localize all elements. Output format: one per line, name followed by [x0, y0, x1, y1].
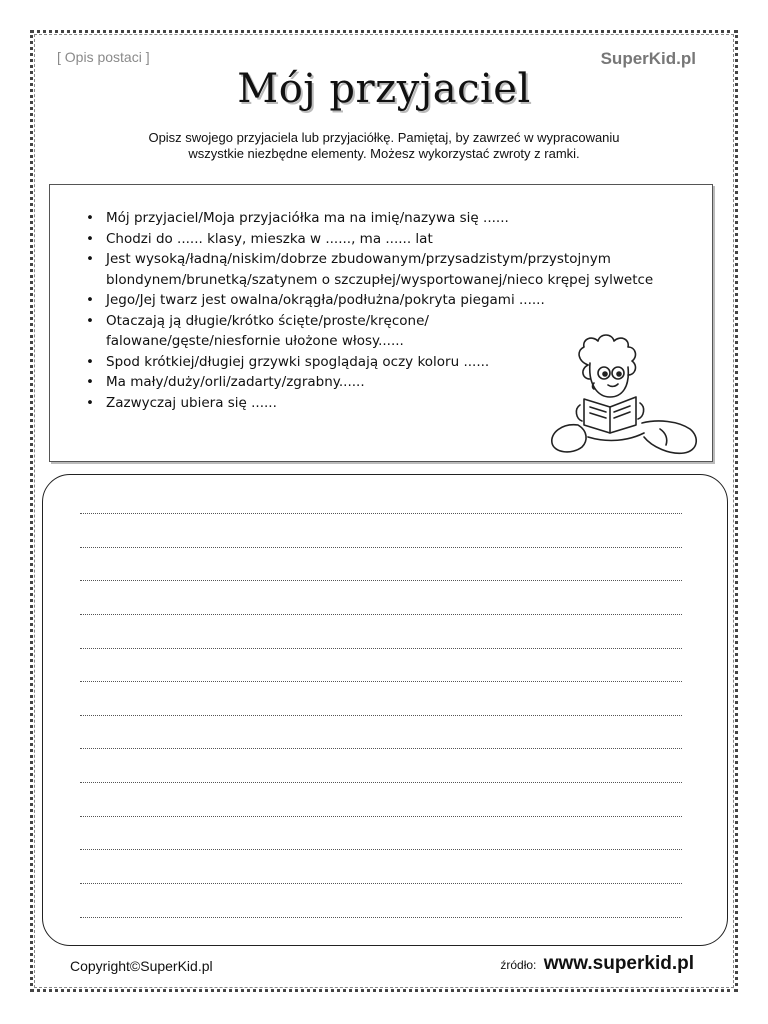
phrase-item: • Chodzi do ...... klasy, mieszka w ......, ma ...... lat [86, 229, 706, 250]
copyright-text: Copyright©SuperKid.pl [70, 958, 213, 974]
writing-line[interactable] [80, 513, 682, 514]
writing-line[interactable] [80, 614, 682, 615]
writing-line[interactable] [80, 681, 682, 682]
phrase-item: • Mój przyjaciel/Moja przyjaciółka ma na imię/nazywa się ...... [86, 208, 706, 229]
writing-line[interactable] [80, 547, 682, 548]
writing-area[interactable] [42, 474, 728, 946]
instructions [100, 130, 668, 162]
brand-label: SuperKid.pl [600, 49, 696, 68]
source-credit [500, 953, 694, 975]
reading-child-icon [548, 333, 704, 457]
phrase-item: • Zazwyczaj ubiera się ...... [86, 393, 706, 414]
instructions-line-2: wszystkie niezbędne elementy. Możesz wykorzystać zwroty z ramki. [188, 146, 580, 161]
instructions-line-1: Opisz swojego przyjaciela lub przyjaciółkę. Pamiętaj, by zawrzeć w wypracowaniu [148, 130, 620, 145]
phrase-item: • Ma mały/duży/orli/zadarty/zgrabny...... [86, 372, 706, 393]
phrase-item: • Jego/Jej twarz jest owalna/okrągła/podłużna/pokryta piegami ...... [86, 290, 706, 311]
source-label: źródło: [500, 958, 537, 972]
writing-line[interactable] [80, 648, 682, 649]
writing-line[interactable] [80, 782, 682, 783]
phrase-item: • Otaczają ją długie/krótko ścięte/proste/kręcone/ falowane/gęste/niesfornie ułożone włosy...... [86, 311, 506, 352]
writing-line[interactable] [80, 849, 682, 850]
phrase-item: • Spod krótkiej/długiej grzywki spoglądają oczy koloru ...... [86, 352, 706, 373]
writing-line[interactable] [80, 816, 682, 817]
writing-line[interactable] [80, 883, 682, 884]
writing-line[interactable] [80, 917, 682, 918]
writing-line[interactable] [80, 580, 682, 581]
page-title: Mój przyjaciel [237, 66, 531, 112]
phrase-item: • Jest wysoką/ładną/niskim/dobrze zbudowanym/przysadzistym/przystojnym blondynem/brunetką/szatynem o szczupłej/wysportowanej/nieco krępej sylwetce [86, 249, 696, 290]
writing-line[interactable] [80, 715, 682, 716]
source-url-link[interactable]: www.superkid.pl [543, 953, 694, 974]
category-label: [ Opis postaci ] [57, 49, 150, 65]
writing-line[interactable] [80, 748, 682, 749]
